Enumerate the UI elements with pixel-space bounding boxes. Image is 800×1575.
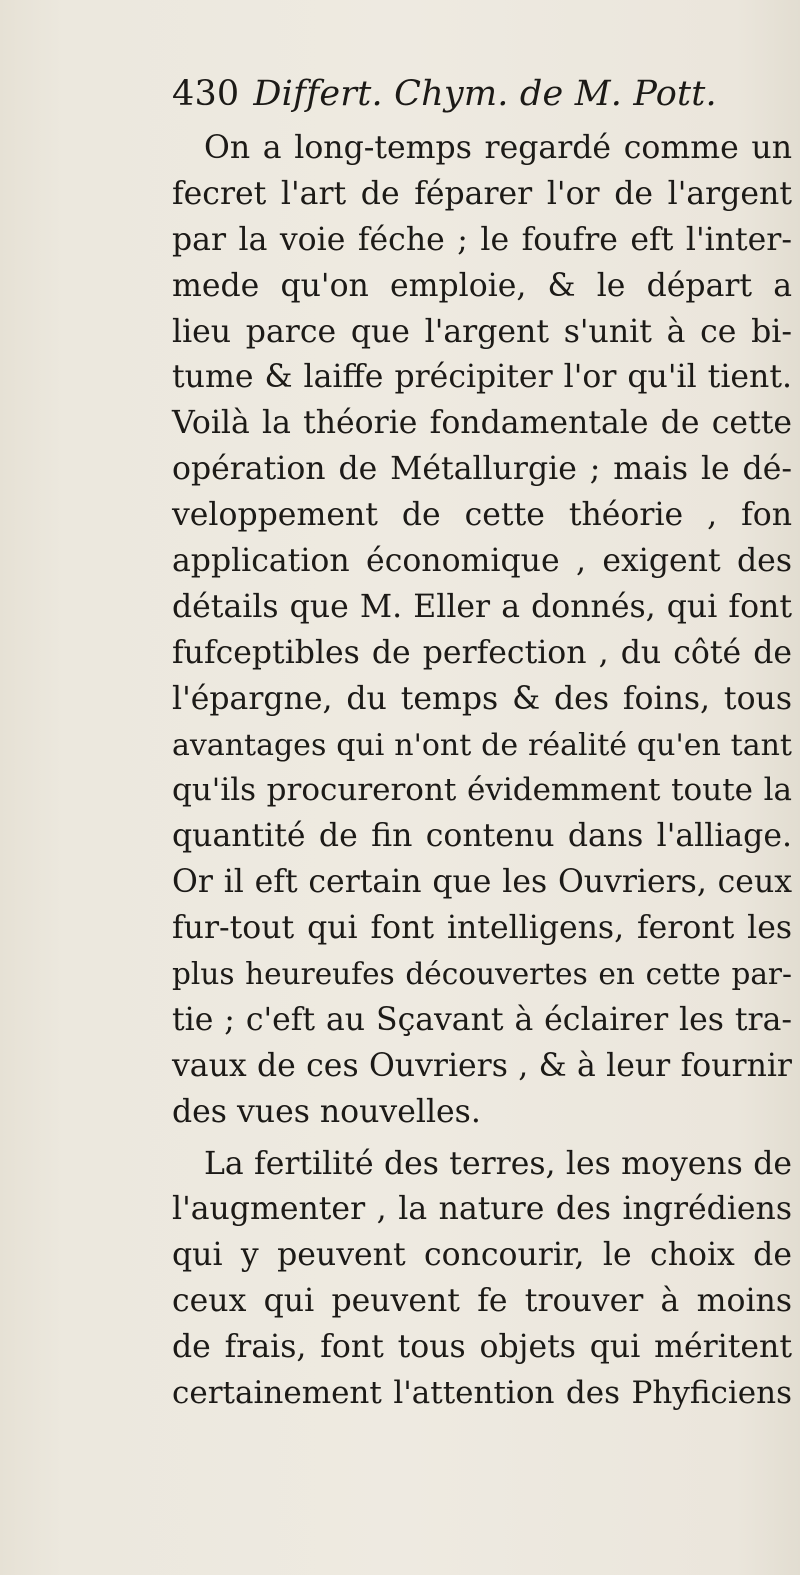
text-line: lieu parce que l'argent s'unit à ce bi- (172, 313, 792, 350)
text-line: On a long-temps regardé comme un (204, 130, 792, 166)
text-line: l'épargne, du temps & des foins, tous (172, 680, 792, 717)
text-line: par la voie féche ; le foufre eft l'inter- (172, 221, 792, 258)
text-line: mede qu'on emploie, & le départ a (172, 267, 792, 304)
text-line: opération de Métallurgie ; mais le dé- (172, 451, 792, 488)
text-line: avantages qui n'ont de réalité qu'en tant (172, 727, 792, 763)
text-line: qui y peuvent concourir, le choix de (172, 1237, 792, 1274)
text-line: vaux de ces Ouvriers , & à leur fournir (172, 1047, 792, 1084)
text-line: application économique , exigent des (172, 543, 792, 580)
text-line: détails que M. Eller a donnés, qui font (172, 588, 792, 625)
text-line: l'augmenter , la nature des ingrédiens (172, 1191, 792, 1228)
text-line: fufceptibles de perfection , du côté de (172, 634, 792, 671)
page-number: 430 (172, 74, 240, 114)
running-title: Differt. Chym. de M. Pott. (253, 74, 717, 114)
text-line: qu'ils procureront évidemment toute la (172, 772, 792, 809)
text-line: fecret l'art de féparer l'or de l'argent (172, 175, 792, 212)
text-line: plus heureufes découvertes en cette par- (172, 957, 792, 992)
text-line: Or il eft certain que les Ouvriers, ceux (172, 864, 792, 901)
text-line: tie ; c'eft au Sçavant à éclairer les tra- (172, 1001, 792, 1038)
text-line: quantité de fin contenu dans l'alliage. (172, 818, 792, 855)
text-line: ceux qui peuvent fe trouver à moins (172, 1283, 792, 1320)
text-line: certainement l'attention des Phyficiens (172, 1375, 792, 1412)
text-line: fur-tout qui font intelligens, feront les (172, 910, 792, 947)
running-head (172, 74, 732, 124)
text-line: de frais, font tous objets qui méritent (172, 1329, 792, 1366)
text-line: La fertilité des terres, les moyens de (204, 1145, 792, 1182)
body-text (172, 126, 792, 1417)
text-line: tume & laiffe précipiter l'or qu'il tient. (172, 359, 792, 396)
text-line: Voilà la théorie fondamentale de cette (172, 405, 792, 442)
text-line: des vues nouvelles. (172, 1093, 481, 1130)
text-line: veloppement de cette théorie , fon (172, 497, 792, 534)
